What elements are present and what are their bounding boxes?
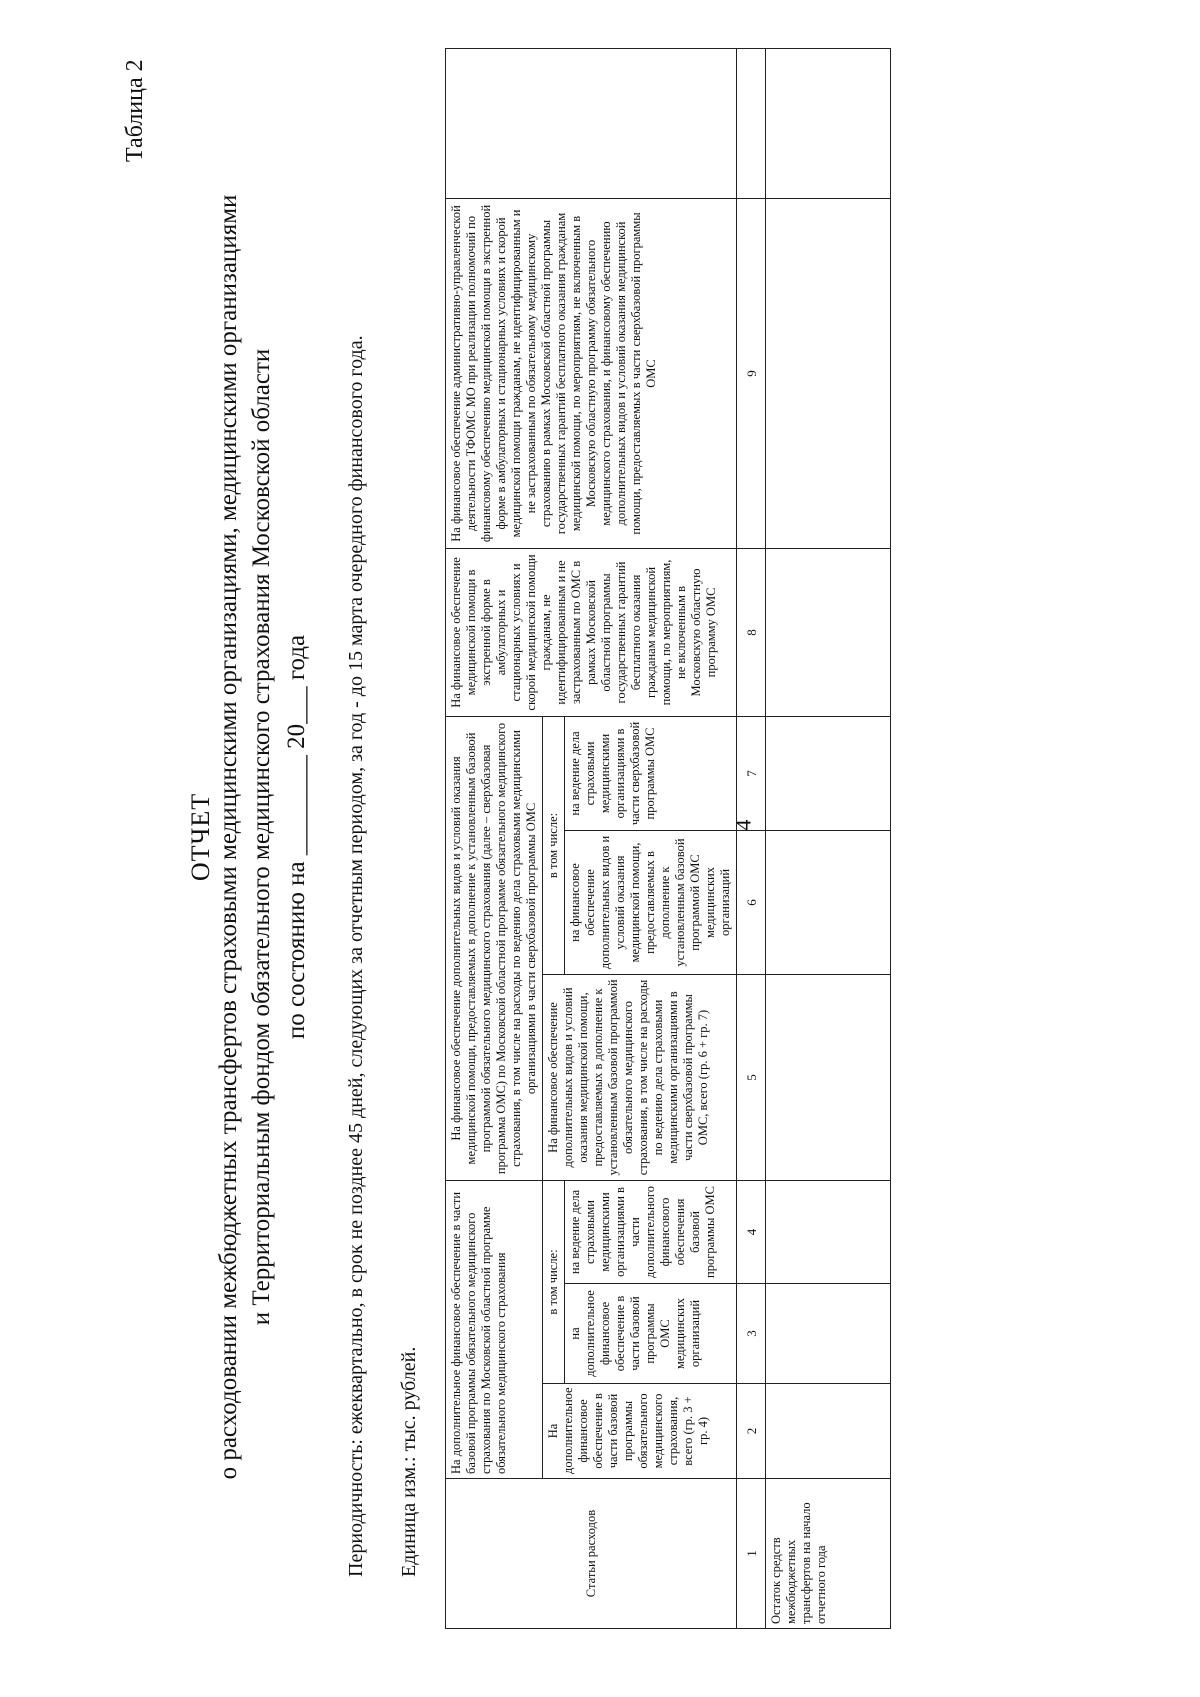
column-number: 6 bbox=[737, 830, 766, 974]
header-col-8: На финансовое обеспечение медицинской помощи в экстренной форме в амбулаторных и стационарных условиях и скорой медицинской помощи гражданам, не идентифицированным и не застрахованным по ОМС в рамках Московской областной программы государственных гарантий бесплатного оказания гражданам медицинской помощи, по мероприятиям, не включенным в Московскую областную программу ОМС bbox=[446, 548, 737, 716]
table-cell bbox=[766, 48, 891, 198]
header-group-basic-program: На дополнительное финансовое обеспечение в части базовой программы обязательного медицинского страхования по Московской областной программе обязательного медицинского страхования bbox=[446, 1180, 543, 1478]
unit-note: Единица изм.: тыс. рублей. bbox=[398, 1346, 420, 1577]
periodicity-note: Периодичность: ежеквартально, в срок не позднее 45 дней, следующих за отчетным периодом, за год - до 15 марта очередного финансового года. bbox=[345, 335, 367, 1577]
column-number: 8 bbox=[737, 548, 766, 716]
header-col-10-empty bbox=[446, 48, 737, 198]
header-col-7: на ведение дела страховыми медицинскими организациями в части сверхбазовой программы ОМС bbox=[565, 716, 737, 830]
header-expense-items: Статьи расходов bbox=[446, 1479, 737, 1629]
column-number: 1 bbox=[737, 1479, 766, 1629]
header-in-that-number-b: в том числе: bbox=[543, 716, 565, 974]
header-group-superbasic-program: На финансовое обеспечение дополнительных видов и условий оказания медицинской помощи, предоставляемых в дополнение к установленным базовой программой обязательного медицинского страхования (далее – сверхбазовая программа ОМС) по Московской областной программе обязательного медицинского страхования, в том числе на расходы по ведению дела страховыми медицинскими организациями в части сверхбазовой программы ОМС bbox=[446, 716, 543, 1180]
table-cell bbox=[766, 716, 891, 830]
table-cell bbox=[766, 830, 891, 974]
report-table bbox=[445, 48, 891, 1629]
table-cell bbox=[766, 1284, 891, 1384]
table-label: Таблица 2 bbox=[122, 59, 148, 162]
column-number: 7 bbox=[737, 716, 766, 830]
report-title: ОТЧЕТ bbox=[186, 792, 215, 882]
table-cell bbox=[766, 1384, 891, 1479]
column-number: 9 bbox=[737, 198, 766, 548]
column-number: 2 bbox=[737, 1384, 766, 1479]
column-number-empty bbox=[737, 48, 766, 198]
header-col-2: На дополнительное финансовое обеспечение в части базовой программы обязательного медицинского страхования, всего (гр. 3 + гр. 4) bbox=[543, 1384, 737, 1479]
row-label-opening-balance: Остаток средств межбюджетных трансфертов на начало отчетного года bbox=[766, 1479, 891, 1629]
column-number: 5 bbox=[737, 974, 766, 1180]
report-subtitle-line-1: о расходовании межбюджетных трансфертов страховыми медицинскими организациями, медицинскими организациями bbox=[215, 194, 242, 1480]
header-col-3: на дополнительное финансовое обеспечение в части базовой программы ОМС медицинских организаций bbox=[565, 1284, 737, 1384]
header-col-6: на финансовое обеспечение дополнительных видов и условий оказания медицинской помощи, предоставляемых в дополнение к установленным базовой программой ОМС медицинских организаций bbox=[565, 830, 737, 974]
header-col-4: на ведение дела страховыми медицинскими организациями в части дополнительного финансового обеспечения базовой программы ОМС bbox=[565, 1180, 737, 1283]
table-cell bbox=[766, 198, 891, 548]
column-number: 3 bbox=[737, 1284, 766, 1384]
header-col-9: На финансовое обеспечение административно-управленческой деятельности ТФОМС МО при реализации полномочий по финансовому обеспечению медицинской помощи в экстренной форме в амбулаторных и стационарных условиях и скорой медицинской помощи гражданам, не идентифицированным и не застрахованным по обязательному медицинскому страхованию в рамках Московской областной программы государственных гарантий бесплатного оказания гражданам медицинской помощи, по мероприятиям, не включенным в Московскую областную программу обязательного медицинского страхования, и финансовому обеспечению дополнительных видов и условий оказания медицинской помощи, предоставляемых в части сверхбазовой программы ОМС bbox=[446, 198, 737, 548]
table-cell bbox=[766, 974, 891, 1180]
column-number: 4 bbox=[737, 1180, 766, 1283]
report-subtitle-line-2: и Территориальным фондом обязательного медицинского страхования Московской области bbox=[248, 348, 275, 1326]
table-cell bbox=[766, 1180, 891, 1283]
page-number: 4 bbox=[730, 819, 756, 831]
header-in-that-number-a: в том числе: bbox=[543, 1180, 565, 1383]
table-cell bbox=[766, 548, 891, 716]
report-date-line: по состоянию на ________ 20___ года bbox=[283, 634, 310, 1040]
header-col-5: На финансовое обеспечение дополнительных видов и условий оказания медицинской помощи, предоставляемых в дополнение к установленным базовой программой обязательного медицинского страхования, в том числе на расходы по ведению дела страховыми медицинскими организациями в части сверхбазовой программы ОМС, всего (гр. 6 + гр. 7) bbox=[543, 974, 737, 1180]
